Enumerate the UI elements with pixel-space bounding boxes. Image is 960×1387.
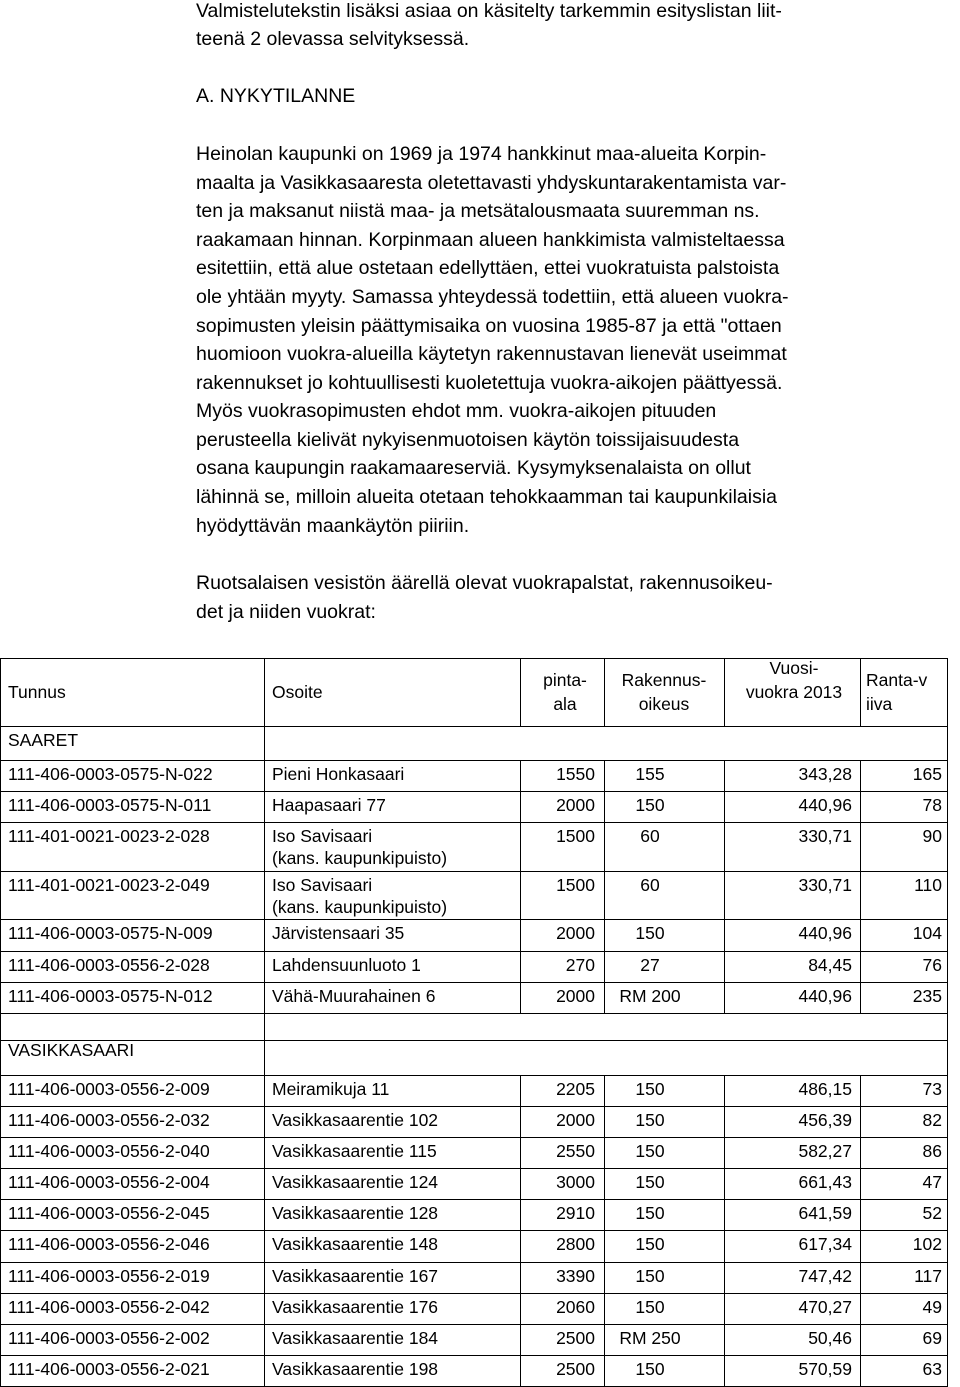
row-tunnus: 111-406-0003-0556-2-042 xyxy=(8,1297,210,1317)
row-rantaviiva: 52 xyxy=(922,1203,942,1223)
text-line: hyödyttävän maankäytön piiriin. xyxy=(196,515,470,537)
row-tunnus: 111-406-0003-0575-N-009 xyxy=(8,923,213,943)
table-rule xyxy=(0,1293,948,1294)
row-pinta-ala: 2800 xyxy=(556,1234,595,1254)
row-osoite: Vasikkasaarentie 167 xyxy=(272,1266,439,1286)
row-osoite: Haapasaari 77 xyxy=(272,795,386,815)
header-osoite: Osoite xyxy=(272,682,323,702)
header-rantaviiva-line1: Ranta-v xyxy=(866,670,928,690)
row-rakennusoikeus: 27 xyxy=(640,955,660,975)
row-rantaviiva: 63 xyxy=(922,1359,942,1379)
table-rule xyxy=(0,1230,948,1231)
row-rantaviiva: 110 xyxy=(914,875,942,895)
header-pinta-ala-line2: ala xyxy=(553,694,577,714)
row-vuosivuokra: 440,96 xyxy=(798,986,852,1006)
table-row xyxy=(0,1297,948,1324)
table-row xyxy=(0,1266,948,1293)
row-tunnus: 111-401-0021-0023-2-049 xyxy=(8,875,210,895)
row-vuosivuokra: 440,96 xyxy=(798,795,852,815)
table-rule xyxy=(0,1168,948,1169)
row-osoite: Vasikkasaarentie 176 xyxy=(272,1297,439,1317)
table-row xyxy=(0,955,948,982)
row-pinta-ala: 2000 xyxy=(556,923,595,943)
row-rakennusoikeus: 150 xyxy=(635,923,665,943)
row-rakennusoikeus: RM 200 xyxy=(619,986,681,1006)
table-rule xyxy=(0,760,948,761)
header-vuosivuokra-line1: Vuosi- xyxy=(769,658,819,678)
row-tunnus: 111-406-0003-0556-2-004 xyxy=(8,1172,210,1192)
table-rule xyxy=(0,1199,948,1200)
row-osoite: Vähä-Muurahainen 6 xyxy=(272,986,436,1006)
table-rule xyxy=(0,1355,948,1356)
row-rantaviiva: 90 xyxy=(922,826,942,846)
row-tunnus: 111-406-0003-0556-2-009 xyxy=(8,1079,210,1099)
row-rakennusoikeus: 150 xyxy=(635,1110,665,1130)
row-vuosivuokra: 50,46 xyxy=(808,1328,852,1348)
table-rule xyxy=(0,919,948,920)
row-osoite: Vasikkasaarentie 184 xyxy=(272,1328,439,1348)
row-rakennusoikeus: 150 xyxy=(635,1297,665,1317)
table-row xyxy=(0,1359,948,1386)
text-line: huomioon vuokra-alueilla käytetyn rakennustavan lienevät useimmat xyxy=(196,343,787,365)
row-osoite-note: (kans. kaupunkipuisto) xyxy=(272,897,448,917)
row-vuosivuokra: 343,28 xyxy=(798,764,852,784)
text-line: Myös vuokrasopimusten ehdot mm. vuokra-aikojen pituuden xyxy=(196,400,717,422)
row-rakennusoikeus: 150 xyxy=(635,1234,665,1254)
row-tunnus: 111-406-0003-0575-N-011 xyxy=(8,795,212,815)
row-vuosivuokra: 330,71 xyxy=(798,875,852,895)
table-rule xyxy=(520,658,521,726)
row-pinta-ala: 1500 xyxy=(556,826,595,846)
row-tunnus: 111-406-0003-0556-2-019 xyxy=(8,1266,210,1286)
text-line: lähinnä se, milloin alueita otetaan tehokkaamman tai kaupunkilaisia xyxy=(196,486,778,508)
table-row xyxy=(0,795,948,822)
header-rakennusoikeus xyxy=(604,668,724,716)
table-rule xyxy=(0,1040,948,1041)
text-line: raakamaan hinnan. Korpinmaan alueen hankkimista valmisteltaessa xyxy=(196,229,785,251)
text-line: Heinolan kaupunki on 1969 ja 1974 hankkinut maa-alueita Korpin- xyxy=(196,143,767,165)
row-rantaviiva: 104 xyxy=(912,923,942,943)
row-tunnus: 111-401-0021-0023-2-028 xyxy=(8,826,210,846)
row-pinta-ala: 3390 xyxy=(556,1266,595,1286)
row-tunnus: 111-406-0003-0556-2-021 xyxy=(8,1359,210,1379)
row-pinta-ala: 2000 xyxy=(556,986,595,1006)
row-tunnus: 111-406-0003-0575-N-012 xyxy=(8,986,213,1006)
table-row xyxy=(0,826,948,871)
table-rule xyxy=(0,1137,948,1138)
row-osoite: Vasikkasaarentie 198 xyxy=(272,1359,439,1379)
text-line: sopimusten yleisin päättymisaika on vuosina 1985-87 ja että "ottaen xyxy=(196,315,782,337)
row-osoite: Lahdensuunluoto 1 xyxy=(272,955,421,975)
text-line: ole yhtään myyty. Samassa yhteydessä todettiin, että alueen vuokra- xyxy=(196,286,789,308)
row-vuosivuokra: 570,59 xyxy=(798,1359,852,1379)
row-osoite: Pieni Honkasaari xyxy=(272,764,405,784)
table-rule xyxy=(264,1036,265,1075)
row-rakennusoikeus: 60 xyxy=(640,826,660,846)
row-tunnus: 111-406-0003-0556-2-045 xyxy=(8,1203,210,1223)
row-tunnus: 111-406-0003-0556-2-002 xyxy=(8,1328,210,1348)
text-line: det ja niiden vuokrat: xyxy=(196,601,376,623)
header-rakennusoikeus-line1: Rakennus- xyxy=(621,670,707,690)
row-pinta-ala: 3000 xyxy=(556,1172,595,1192)
table-rule xyxy=(0,951,948,952)
table-row xyxy=(0,923,948,951)
table-rule xyxy=(0,1262,948,1263)
row-osoite: Iso Savisaari xyxy=(272,875,373,895)
text-line: ten ja maksanut niistä maa- ja metsätalousmaata suuremman ns. xyxy=(196,200,760,222)
table-row xyxy=(0,1079,948,1106)
row-pinta-ala: 1500 xyxy=(556,875,595,895)
row-pinta-ala: 2500 xyxy=(556,1328,595,1348)
row-osoite: Iso Savisaari xyxy=(272,826,373,846)
row-pinta-ala: 2000 xyxy=(556,795,595,815)
row-rakennusoikeus: 150 xyxy=(635,1359,665,1379)
row-vuosivuokra: 617,34 xyxy=(798,1234,852,1254)
row-vuosivuokra: 440,96 xyxy=(798,923,852,943)
text-line: osana kaupungin raakamaareserviä. Kysymyksenalaista on ollut xyxy=(196,457,751,479)
row-tunnus: 111-406-0003-0575-N-022 xyxy=(8,764,213,784)
row-osoite: Meiramikuja 11 xyxy=(272,1079,390,1099)
row-rakennusoikeus: RM 250 xyxy=(619,1328,681,1348)
row-rantaviiva: 47 xyxy=(922,1172,942,1192)
row-vuosivuokra: 330,71 xyxy=(798,826,852,846)
row-rantaviiva: 73 xyxy=(922,1079,942,1099)
row-tunnus: 111-406-0003-0556-2-032 xyxy=(8,1110,210,1130)
table-rule xyxy=(860,658,861,726)
row-osoite: Vasikkasaarentie 128 xyxy=(272,1203,439,1223)
group-label: SAARET xyxy=(8,730,79,750)
table-row xyxy=(0,1172,948,1199)
row-vuosivuokra: 582,27 xyxy=(798,1141,852,1161)
row-osoite-note: (kans. kaupunkipuisto) xyxy=(272,848,448,868)
row-pinta-ala: 2060 xyxy=(556,1297,595,1317)
table-rule xyxy=(0,1106,948,1107)
row-tunnus: 111-406-0003-0556-2-028 xyxy=(8,955,210,975)
text-line: perusteella kielivät nykyisenmuotoisen käytön toissijaisuudesta xyxy=(196,429,740,451)
table-rule xyxy=(0,1324,948,1325)
text-line: esitettiin, että alue ostetaan edellyttäen, ettei vuokratuista palstoista xyxy=(196,257,780,279)
row-vuosivuokra: 747,42 xyxy=(798,1266,852,1286)
table-rule xyxy=(264,726,265,760)
row-osoite: Vasikkasaarentie 124 xyxy=(272,1172,439,1192)
text-line: maalta ja Vasikkasaaresta oletettavasti yhdyskuntarakentamista var- xyxy=(196,172,787,194)
row-vuosivuokra: 641,59 xyxy=(798,1203,852,1223)
row-osoite: Järvistensaari 35 xyxy=(272,923,405,943)
table-row xyxy=(0,1203,948,1230)
row-rantaviiva: 117 xyxy=(914,1266,942,1286)
row-pinta-ala: 2910 xyxy=(556,1203,595,1223)
table-rule xyxy=(264,658,265,726)
table-rule xyxy=(0,1075,948,1076)
section-heading: A. NYKYTILANNE xyxy=(196,85,356,107)
header-vuosivuokra-line2: vuokra 2013 xyxy=(745,682,843,702)
text-line: rakennukset jo kohtuullisesti kuoletettuja vuokra-aikojen päättyessä. xyxy=(196,372,783,394)
row-rantaviiva: 69 xyxy=(922,1328,942,1348)
row-rakennusoikeus: 150 xyxy=(635,1172,665,1192)
row-rantaviiva: 82 xyxy=(922,1110,942,1130)
row-rantaviiva: 86 xyxy=(922,1141,942,1161)
text-line: Ruotsalaisen vesistön äärellä olevat vuokrapalstat, rakennusoikeu- xyxy=(196,572,773,594)
row-vuosivuokra: 486,15 xyxy=(798,1079,852,1099)
row-rakennusoikeus: 150 xyxy=(635,1266,665,1286)
row-rantaviiva: 76 xyxy=(922,955,942,975)
table-row xyxy=(0,875,948,919)
table-rule xyxy=(0,871,948,872)
table-rule xyxy=(0,982,948,983)
row-rakennusoikeus: 150 xyxy=(635,1079,665,1099)
row-osoite: Vasikkasaarentie 102 xyxy=(272,1110,439,1130)
table-rule xyxy=(0,1013,948,1014)
row-rantaviiva: 102 xyxy=(912,1234,942,1254)
row-pinta-ala: 2205 xyxy=(556,1079,595,1099)
header-pinta-ala-line1: pinta- xyxy=(543,670,587,690)
text-line: teenä 2 olevassa selvityksessä. xyxy=(196,28,470,50)
table-row xyxy=(0,764,948,791)
row-rakennusoikeus: 60 xyxy=(640,875,660,895)
row-pinta-ala: 2500 xyxy=(556,1359,595,1379)
row-osoite: Vasikkasaarentie 148 xyxy=(272,1234,439,1254)
table-row xyxy=(0,1328,948,1355)
table-rule xyxy=(0,726,948,727)
header-rantaviiva-line2: iiva xyxy=(866,694,893,714)
row-pinta-ala: 2000 xyxy=(556,1110,595,1130)
row-rakennusoikeus: 150 xyxy=(635,795,665,815)
table-row xyxy=(0,1234,948,1262)
row-tunnus: 111-406-0003-0556-2-040 xyxy=(8,1141,210,1161)
table-rule xyxy=(0,822,948,823)
row-vuosivuokra: 456,39 xyxy=(798,1110,852,1130)
row-vuosivuokra: 84,45 xyxy=(808,955,852,975)
row-rakennusoikeus: 150 xyxy=(635,1203,665,1223)
row-vuosivuokra: 661,43 xyxy=(798,1172,852,1192)
row-tunnus: 111-406-0003-0556-2-046 xyxy=(8,1234,210,1254)
table-rule xyxy=(724,658,725,726)
row-pinta-ala: 270 xyxy=(565,955,595,975)
header-rakennusoikeus-line2: oikeus xyxy=(638,694,690,714)
table-rule xyxy=(0,791,948,792)
group-label: VASIKKASAARI xyxy=(8,1040,135,1060)
header-pinta-ala xyxy=(530,668,600,716)
row-rakennusoikeus: 155 xyxy=(635,764,665,784)
text-line: Valmistelutekstin lisäksi asiaa on käsitelty tarkemmin esityslistan liit- xyxy=(196,0,782,22)
row-rantaviiva: 165 xyxy=(912,764,942,784)
row-pinta-ala: 2550 xyxy=(556,1141,595,1161)
row-pinta-ala: 1550 xyxy=(556,764,595,784)
header-rantaviiva xyxy=(866,668,927,716)
header-vuosivuokra xyxy=(728,656,860,704)
table-row xyxy=(0,986,948,1013)
row-rantaviiva: 235 xyxy=(912,986,942,1006)
header-tunnus: Tunnus xyxy=(8,682,66,702)
table-rule xyxy=(264,1013,265,1040)
row-osoite: Vasikkasaarentie 115 xyxy=(272,1141,437,1161)
row-rakennusoikeus: 150 xyxy=(635,1141,665,1161)
row-vuosivuokra: 470,27 xyxy=(798,1297,852,1317)
row-rantaviiva: 78 xyxy=(922,795,942,815)
table-row xyxy=(0,1141,948,1168)
row-rantaviiva: 49 xyxy=(922,1297,942,1317)
table-row xyxy=(0,1110,948,1137)
